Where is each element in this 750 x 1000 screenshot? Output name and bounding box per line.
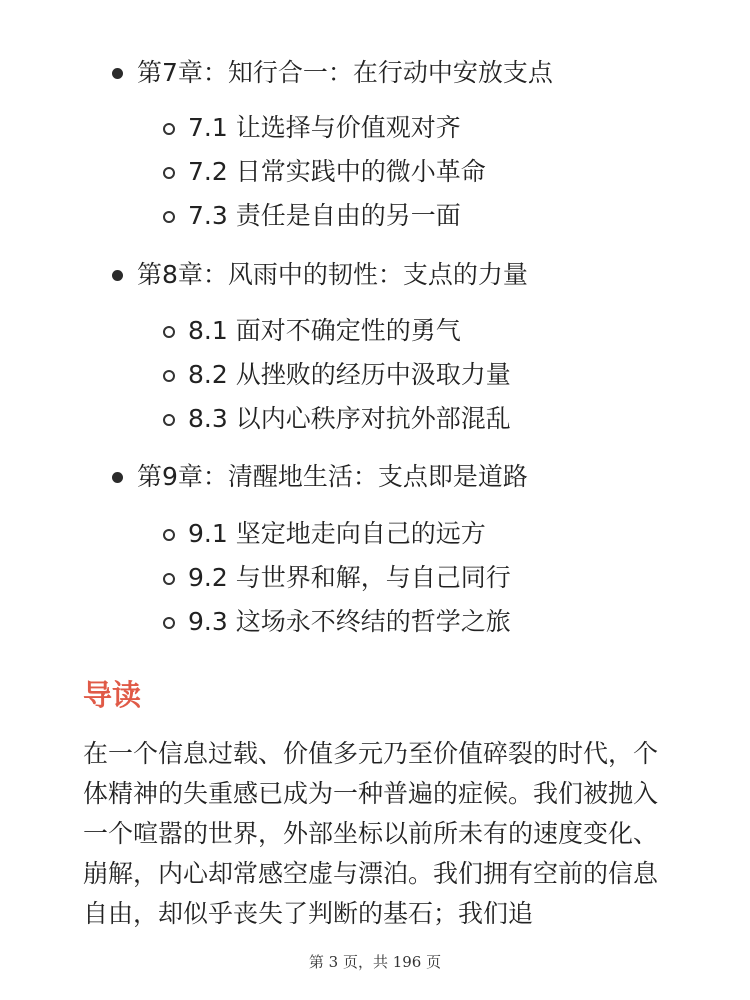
chapter-title: 第7章：知行合一：在行动中安放支点	[137, 58, 553, 87]
section-bullet-icon	[163, 414, 175, 426]
chapter-bullet-icon	[112, 472, 123, 483]
section-title: 8.3 以内心秩序对抗外部混乱	[188, 404, 511, 433]
intro-heading: 导读	[83, 678, 142, 712]
section-bullet-icon	[163, 370, 175, 382]
section-bullet-icon	[163, 123, 175, 135]
section-title: 9.3 这场永不终结的哲学之旅	[188, 607, 511, 636]
chapter-bullet-icon	[112, 270, 123, 281]
section-title: 7.1 让选择与价值观对齐	[188, 113, 461, 142]
page-number: 第 3 页，共 196 页	[308, 953, 442, 971]
intro-paragraph: 在一个信息过载、价值多元乃至价值碎裂的时代，个体精神的失重感已成为一种普遍的症候。我们被抛入一个喧嚣的世界，外部坐标以前所未有的速度变化、崩解，内心却常感空虚与漂泊。我们拥有空前的信息自由，却似乎丧失了判断的基石；我们追	[83, 739, 659, 928]
section-bullet-icon	[163, 167, 175, 179]
chapter-bullet-icon	[112, 68, 123, 79]
chapter-title: 第9章：清醒地生活：支点即是道路	[137, 462, 528, 491]
section-bullet-icon	[163, 211, 175, 223]
section-title: 8.1 面对不确定性的勇气	[188, 316, 461, 345]
section-title: 8.2 从挫败的经历中汲取力量	[188, 360, 511, 389]
section-title: 7.3 责任是自由的另一面	[188, 201, 461, 230]
chapter-title: 第8章：风雨中的韧性：支点的力量	[137, 260, 528, 289]
section-bullet-icon	[163, 617, 175, 629]
section-bullet-icon	[163, 573, 175, 585]
section-title: 9.2 与世界和解，与自己同行	[188, 563, 511, 592]
section-bullet-icon	[163, 326, 175, 338]
section-title: 7.2 日常实践中的微小革命	[188, 157, 486, 186]
section-bullet-icon	[163, 529, 175, 541]
section-title: 9.1 坚定地走向自己的远方	[188, 519, 486, 548]
